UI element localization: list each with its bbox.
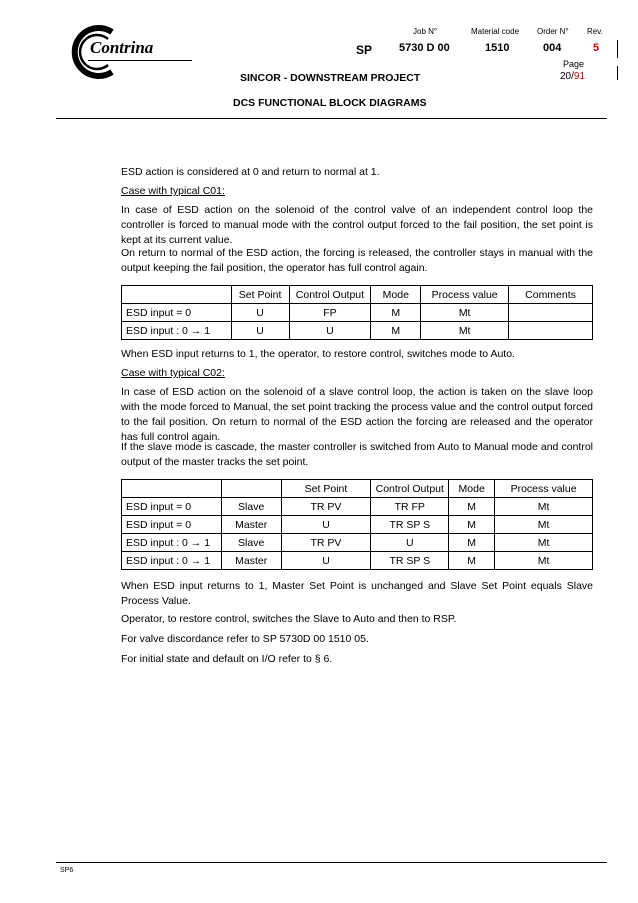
document-subtitle: DCS FUNCTIONAL BLOCK DIAGRAMS: [233, 97, 427, 109]
body-paragraph: On return to normal of the ESD action, the forcing is released, the controller stays in manual with the output keeping the fail position, the operator has full control again.: [121, 247, 593, 274]
logo-text: Contrina: [90, 38, 154, 57]
table-header-cell: Mode: [371, 286, 421, 304]
table-cell: Slave: [221, 534, 281, 552]
table-cell: ESD input = 0: [122, 304, 232, 322]
table-cell: [509, 322, 593, 340]
table-cell: U: [231, 322, 289, 340]
order-label: Order N°: [537, 27, 569, 36]
margin-mark: [617, 66, 618, 80]
job-label: Job N°: [413, 27, 438, 36]
table-cell: M: [449, 534, 495, 552]
table-c01: [121, 285, 593, 340]
page-label: Page: [563, 59, 585, 69]
table-cell: M: [371, 322, 421, 340]
body-paragraph: ESD action is considered at 0 and return to normal at 1.: [121, 166, 380, 178]
body-paragraph: In case of ESD action on the solenoid of the control valve of an independent control loop the controller is forced to manual mode with the control output forced to the fail position, the set point is kept at its current value.: [121, 204, 593, 246]
table-header-cell: [122, 480, 222, 498]
table-cell: U: [281, 552, 371, 570]
table-cell: M: [449, 498, 495, 516]
table-header-cell: [122, 286, 232, 304]
material-label: Material code: [471, 27, 520, 36]
table-cell: Mt: [421, 304, 509, 322]
table-cell: U: [371, 534, 449, 552]
table-cell: Mt: [495, 534, 593, 552]
page-total: 91: [573, 71, 586, 82]
table-cell: [509, 304, 593, 322]
table-cell: FP: [289, 304, 371, 322]
table-cell: ESD input = 0: [122, 498, 222, 516]
table-header-cell: [221, 480, 281, 498]
table-header-cell: Process value: [495, 480, 593, 498]
table-header-cell: Process value: [421, 286, 509, 304]
job-number: 5730 D 00: [399, 42, 450, 54]
page-number: [560, 71, 585, 82]
table-header-cell: Control Output: [289, 286, 371, 304]
table-header-cell: Set Point: [281, 480, 371, 498]
table-header-cell: Control Output: [371, 480, 449, 498]
rev-label: Rev.: [587, 27, 603, 36]
table-cell: TR PV: [281, 534, 371, 552]
body-paragraph: When ESD input returns to 1, the operator, to restore control, switches mode to Auto.: [121, 348, 515, 360]
table-cell: Slave: [221, 498, 281, 516]
table-cell: Master: [221, 552, 281, 570]
table-row: [122, 304, 593, 322]
revision-number: 5: [593, 42, 600, 54]
table-cell: Mt: [495, 552, 593, 570]
body-paragraph: For initial state and default on I/O refer to § 6.: [121, 653, 333, 665]
table-header-row: [122, 286, 593, 304]
body-paragraph: When ESD input returns to 1, Master Set Point is unchanged and Slave Set Point equals Slave Process Value.: [121, 580, 593, 607]
table-row: [122, 498, 593, 516]
company-logo: [62, 24, 192, 80]
table-row: [122, 552, 593, 570]
section-heading-c02: Case with typical C02:: [121, 367, 225, 379]
table-cell: ESD input : 0 → 1: [122, 322, 232, 340]
table-cell: TR SP S: [371, 516, 449, 534]
table-row: [122, 516, 593, 534]
footer-rule: [56, 862, 607, 863]
table-header-cell: Mode: [449, 480, 495, 498]
table-cell: TR PV: [281, 498, 371, 516]
table-header-cell: Comments: [509, 286, 593, 304]
table-header-row: [122, 480, 593, 498]
body-paragraph: In case of ESD action on the solenoid of a slave control loop, the action is taken on the slave loop with the mode forced to Manual, the set point tracking the process value and the control output forced to the fail position. On return to normal of the ESD action the forcing are released and the operator has full control again.: [121, 386, 593, 443]
table-c02: [121, 479, 593, 570]
table-cell: Mt: [495, 516, 593, 534]
body-paragraph: For valve discordance refer to SP 5730D 00 1510 05.: [121, 633, 369, 645]
table-cell: U: [231, 304, 289, 322]
project-title: SINCOR - DOWNSTREAM PROJECT: [240, 72, 421, 84]
body-paragraph: Operator, to restore control, switches the Slave to Auto and then to RSP.: [121, 613, 457, 625]
table-cell: M: [449, 552, 495, 570]
section-heading-c01: Case with typical C01:: [121, 185, 225, 197]
table-cell: Mt: [495, 498, 593, 516]
table-row: [122, 322, 593, 340]
body-paragraph: If the slave mode is cascade, the master controller is switched from Auto to Manual mode and control output of the master tracks the set point.: [121, 441, 593, 468]
table-cell: TR SP S: [371, 552, 449, 570]
table-cell: Master: [221, 516, 281, 534]
order-number: 004: [543, 42, 562, 54]
table-cell: ESD input : 0 → 1: [122, 534, 222, 552]
material-code: 1510: [485, 42, 510, 54]
header-rule: [56, 118, 607, 119]
table-cell: ESD input : 0 → 1: [122, 552, 222, 570]
table-cell: M: [449, 516, 495, 534]
logo-underline: [88, 60, 192, 61]
footer-code: SP6: [60, 867, 74, 874]
doc-type: SP: [356, 43, 373, 57]
table-cell: M: [371, 304, 421, 322]
table-cell: Mt: [421, 322, 509, 340]
margin-mark: [617, 40, 618, 58]
table-cell: TR FP: [371, 498, 449, 516]
table-header-cell: Set Point: [231, 286, 289, 304]
table-cell: U: [281, 516, 371, 534]
table-row: [122, 534, 593, 552]
table-cell: U: [289, 322, 371, 340]
table-cell: ESD input = 0: [122, 516, 222, 534]
page-current: 20/: [560, 71, 574, 82]
